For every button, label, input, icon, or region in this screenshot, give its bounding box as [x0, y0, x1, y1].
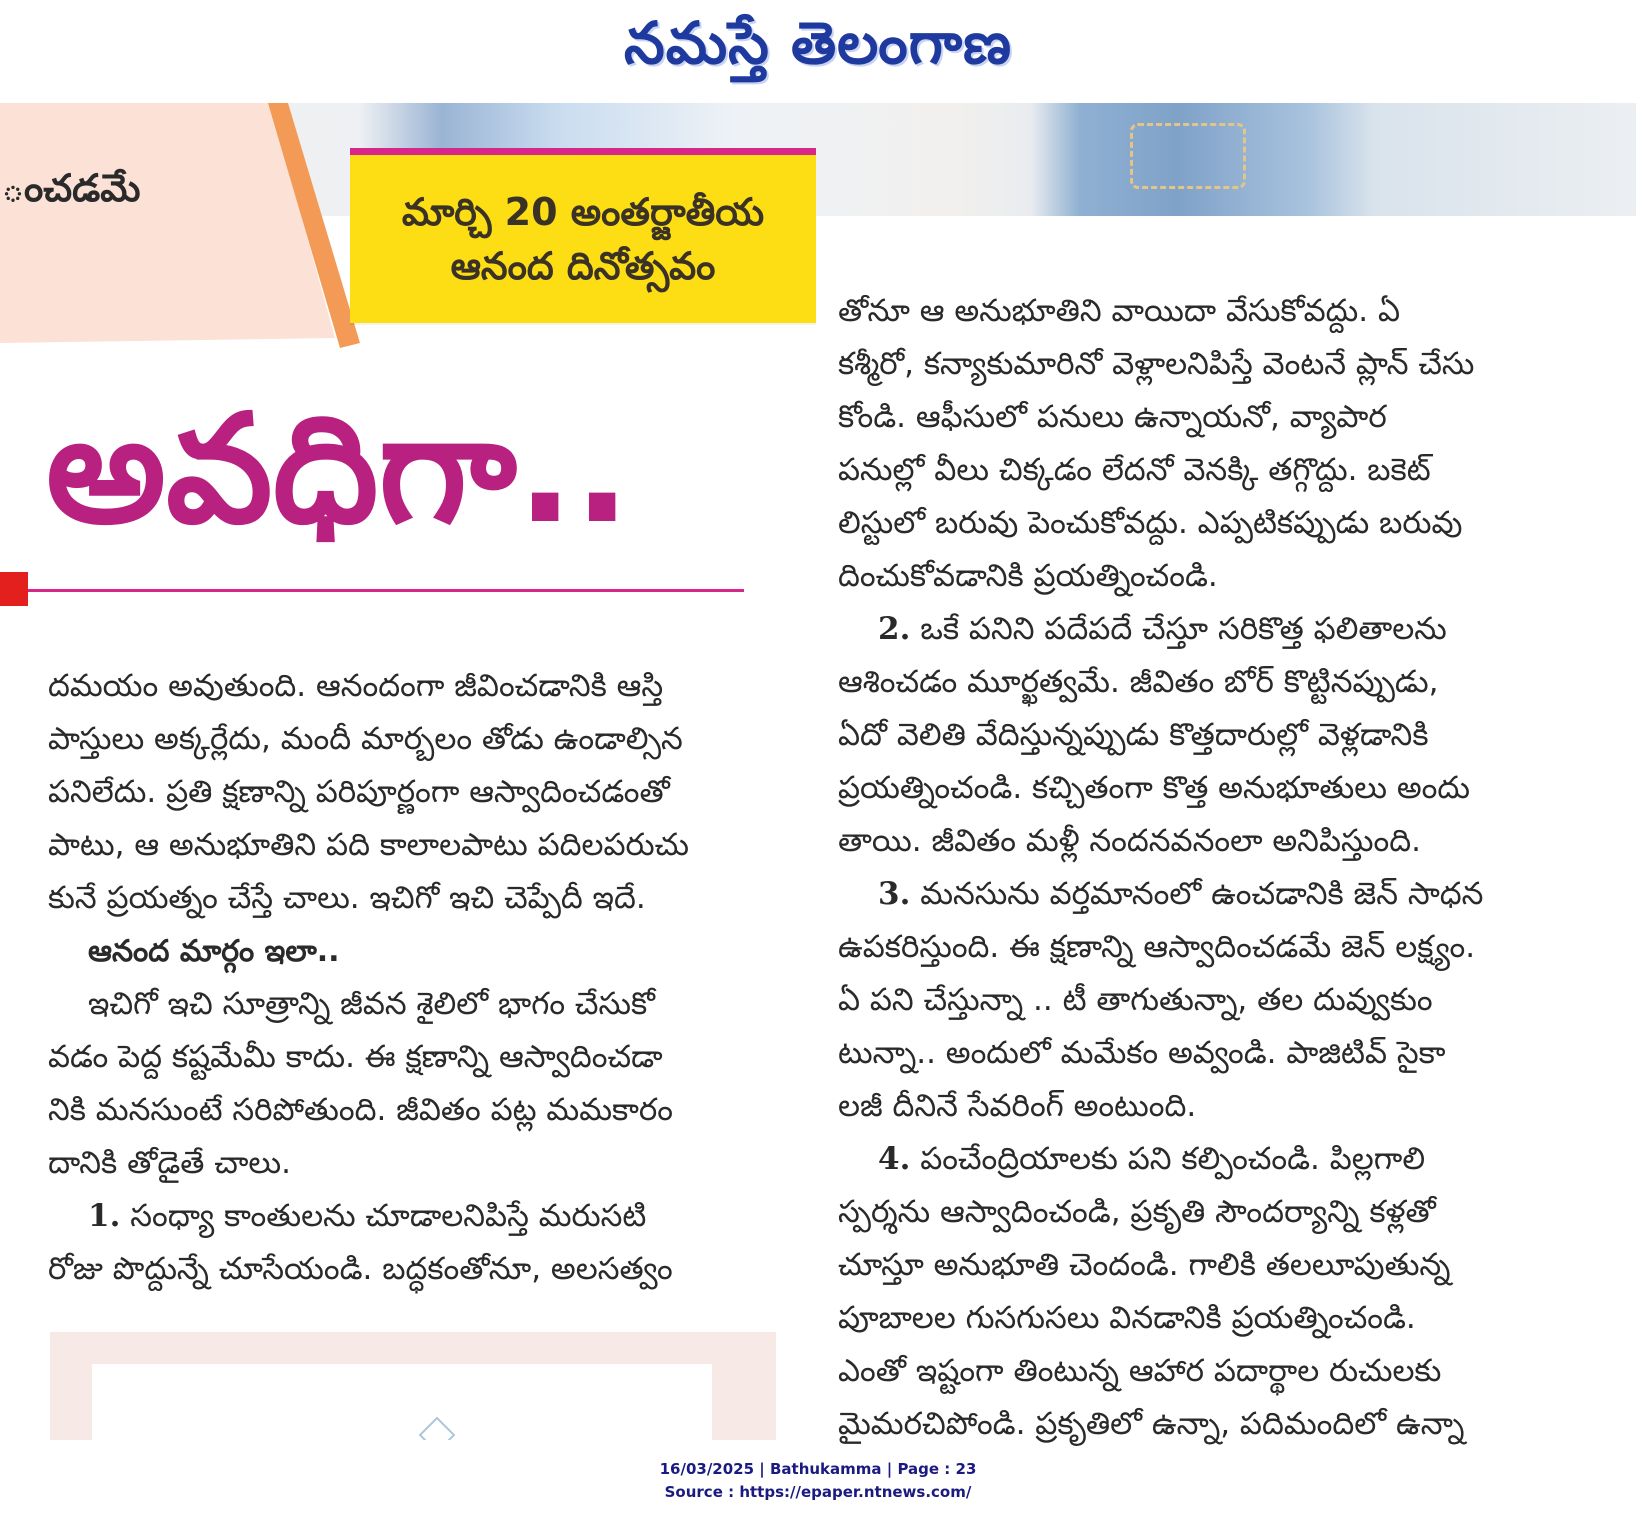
- footer-source-link[interactable]: Source : https://epaper.ntnews.com/: [664, 1483, 972, 1501]
- masthead-title: నమస్తే తెలంగాణ: [624, 8, 1012, 77]
- text-line: లిస్టులో బరువు పెంచుకోవద్దు. ఎప్పటికప్పుడు బరువు: [838, 505, 1463, 541]
- inset-graphic: [50, 1332, 776, 1440]
- text-line: పంచేంద్రియాలకు పని కల్పించండి. పిల్లగాలి: [920, 1141, 1426, 1177]
- text-line: ఎంతో ఇష్టంగా తింటున్న ఆహార పదార్థాల రుచులకు: [838, 1353, 1442, 1389]
- point-number: 3.: [878, 876, 911, 912]
- point-number: 2.: [878, 611, 911, 647]
- date-box: [350, 148, 816, 323]
- inset-graphic-panel: [92, 1364, 712, 1440]
- text-line: సంధ్యా కాంతులను చూడాలనిపిస్తే మరుసటి: [130, 1198, 647, 1234]
- text-line: కునే ప్రయత్నం చేస్తే చాలు. ఇచిగో ఇచి చెప్పేదీ ఇదే.: [48, 880, 646, 916]
- date-box-line1: మార్చి 20 అంతర్జాతీయ: [401, 190, 765, 234]
- point-1: [48, 1190, 788, 1243]
- headline: అవధిగా..: [46, 383, 631, 557]
- title-fragment: ంచడమే: [2, 166, 141, 210]
- text-line: పనుల్లో వీలు చిక్కడం లేదనో వెనక్కి తగ్గొద్దు. బకెట్: [838, 452, 1431, 488]
- article-right-column: [838, 285, 1578, 1451]
- text-line: టున్నా.. అందులో మమేకం అవ్వండి. పాజిటివ్ సైకా: [838, 1035, 1446, 1071]
- text-line: ఏ పని చేస్తున్నా .. టీ తాగుతున్నా, తల దువ్వుకుం: [838, 982, 1433, 1018]
- footer: [0, 1458, 1636, 1504]
- text-line: స్పర్శను ఆస్వాదించండి, ప్రకృతి సౌందర్యాన్ని కళ్లతో: [838, 1194, 1436, 1230]
- text-line: వడం పెద్ద కష్టమేమీ కాదు. ఈ క్షణాన్ని ఆస్వాదించడా: [48, 1039, 663, 1075]
- text-line: దించుకోవడానికి ప్రయత్నించండి.: [838, 558, 1218, 594]
- point-2: [838, 603, 1578, 656]
- text-line: కశ్మీరో, కన్యాకుమారినో వెళ్లాలనిపిస్తే వెంటనే ప్లాన్ చేసు: [838, 346, 1475, 382]
- text-line: దమయం అవుతుంది. ఆనందంగా జీవించడానికి ఆస్తి: [48, 668, 664, 704]
- text-line: రోజు పొద్దున్నే చూసేయండి. బద్ధకంతోనూ, అలసత్వం: [48, 1251, 673, 1287]
- point-number: 4.: [878, 1141, 911, 1177]
- subheading: ఆనంద మార్గం ఇలా..: [88, 934, 340, 969]
- text-line: ఉపకరిస్తుంది. ఈ క్షణాన్ని ఆస్వాదించడమే జెన్ లక్ష్యం.: [838, 929, 1476, 965]
- text-line: పనిలేదు. ప్రతి క్షణాన్ని పరిపూర్ణంగా ఆస్వాదించడంతో: [48, 774, 670, 810]
- red-marker: [0, 572, 28, 606]
- diamond-icon: [419, 1417, 456, 1440]
- text-line: ఏదో వెలితి వేదిస్తున్నప్పుడు కొత్తదారుల్లో వెళ్లడానికి: [838, 717, 1429, 753]
- text-line: ఇచిగో ఇచి సూత్రాన్ని జీవన శైలిలో భాగం చేసుకో: [88, 986, 655, 1022]
- text-line: ఆశించడం మూర్ఖత్వమే. జీవితం బోర్ కొట్టినప్పుడు,: [838, 664, 1439, 700]
- text-line: మనసును వర్తమానంలో ఉంచడానికి జెన్ సాధన: [920, 876, 1484, 912]
- text-line: ఒకే పనిని పదేపదే చేస్తూ సరికొత్త ఫలితాలను: [920, 611, 1447, 647]
- date-box-line2: ఆనంద దినోత్సవం: [450, 244, 716, 288]
- article-left-column: [48, 660, 788, 1296]
- jeans-pocket-illustration: [1130, 123, 1246, 189]
- masthead: [0, 0, 1636, 100]
- text-line: పూబాలల గుసగుసలు వినడానికి ప్రయత్నించండి.: [838, 1300, 1416, 1336]
- text-line: చూస్తూ అనుభూతి చెందండి. గాలికి తలలూపుతున్న: [838, 1247, 1451, 1283]
- point-number: 1.: [88, 1198, 121, 1234]
- text-line: కోండి. ఆఫీసులో పనులు ఉన్నాయనో, వ్యాపార: [838, 399, 1387, 435]
- point-3: [838, 868, 1578, 921]
- text-line: తోనూ ఆ అనుభూతిని వాయిదా వేసుకోవద్దు. ఏ: [838, 293, 1401, 329]
- text-line: పాస్తులు అక్కర్లేదు, మందీ మార్బలం తోడు ఉండాల్సిన: [48, 721, 683, 757]
- text-line: లజీ దీనినే సేవరింగ్ అంటుంది.: [838, 1088, 1197, 1124]
- text-line: మైమరచిపోండి. ప్రకృతిలో ఉన్నా, పదిమందిలో ఉన్నా: [838, 1406, 1465, 1442]
- text-line: ప్రయత్నించండి. కచ్చితంగా కొత్త అనుభూతులు అందు: [838, 770, 1470, 806]
- text-line: నికి మనసుంటే సరిపోతుంది. జీవితం పట్ల మమకారం: [48, 1092, 673, 1128]
- text-line: పాటు, ఆ అనుభూతిని పది కాలాలపాటు పదిలపరుచు: [48, 827, 689, 863]
- footer-date-line: 16/03/2025 | Bathukamma | Page : 23: [659, 1460, 977, 1478]
- headline-rule: [28, 589, 744, 592]
- point-4: [838, 1133, 1578, 1186]
- text-line: దానికి తోడైతే చాలు.: [48, 1145, 291, 1181]
- text-line: తాయి. జీవితం మళ్లీ నందనవనంలా అనిపిస్తుంది.: [838, 823, 1421, 859]
